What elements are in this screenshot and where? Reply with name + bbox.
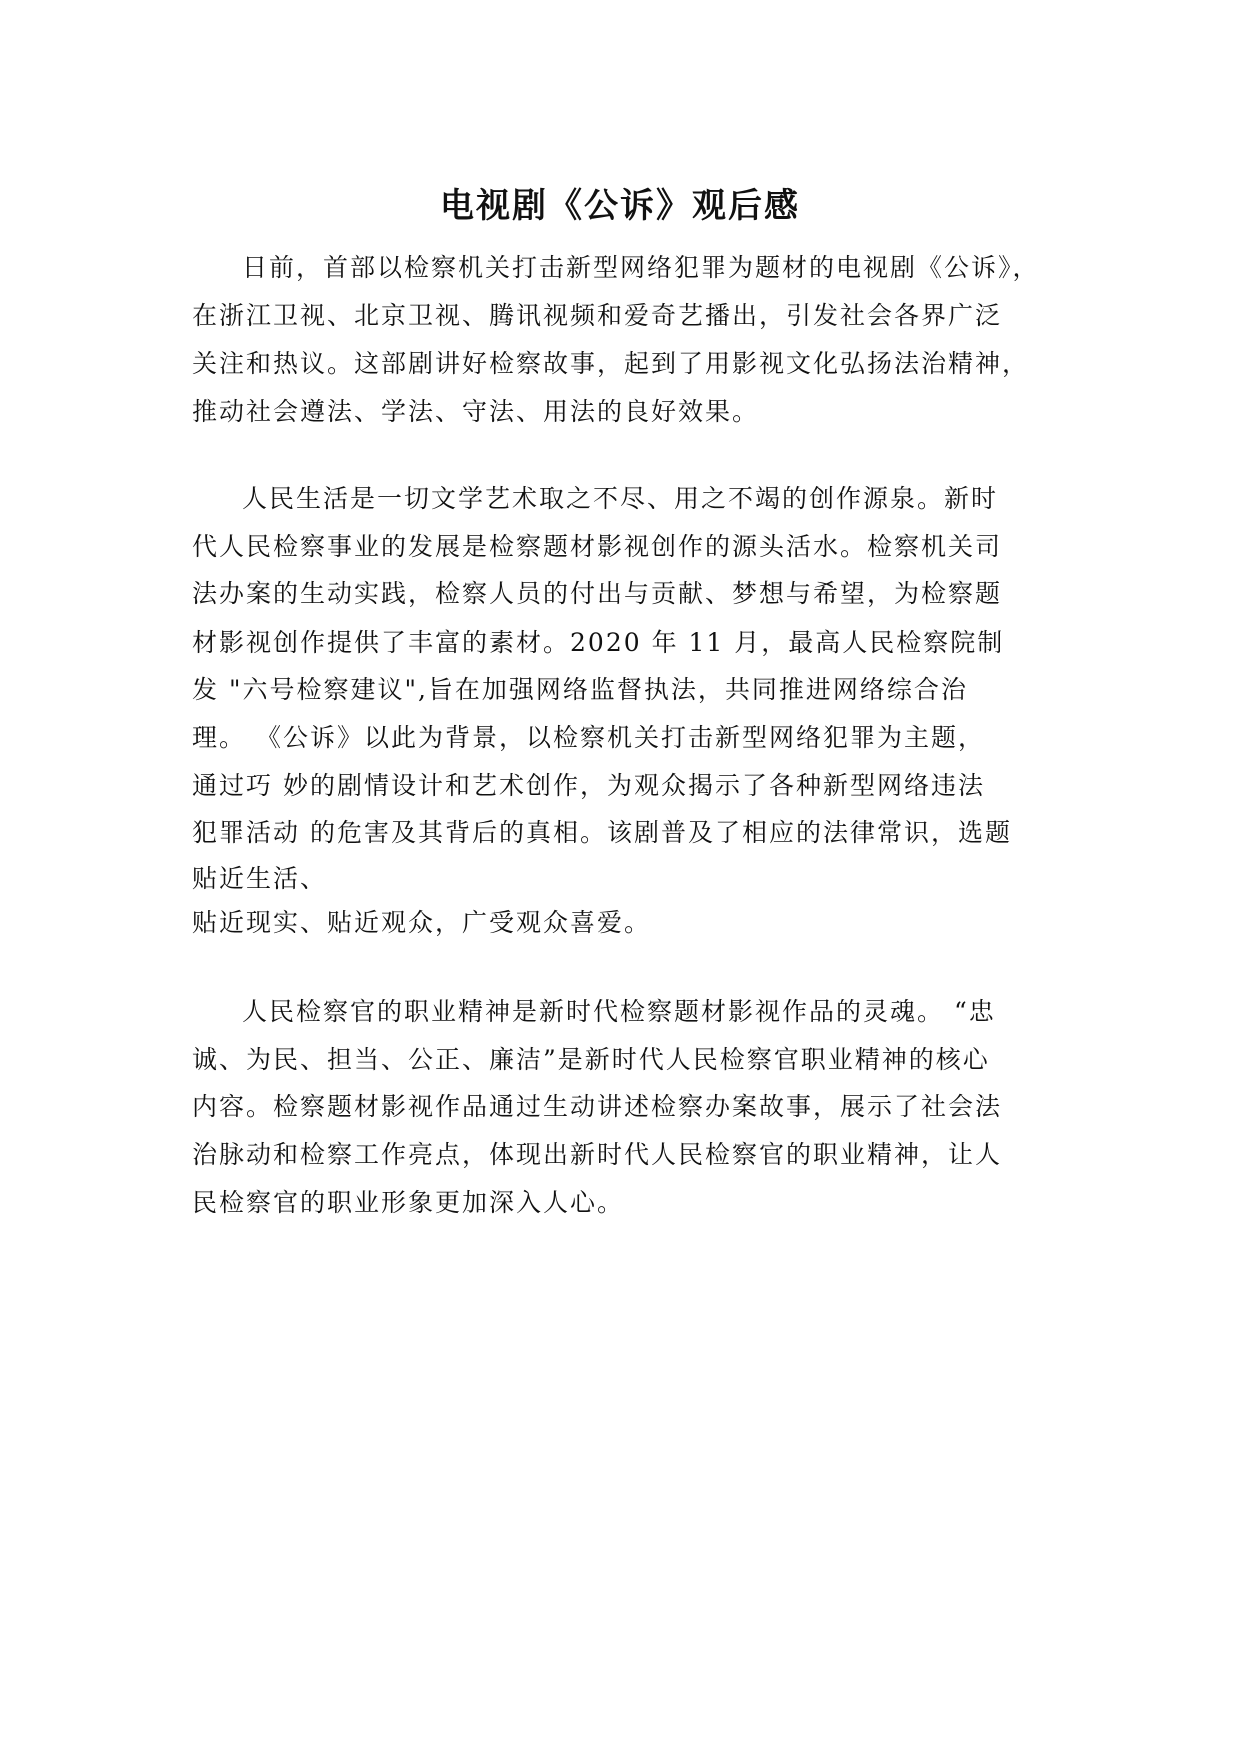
paragraph-3-line-3: 内容。检察题材影视作品通过生动讲述检察办案故事，展示了社会法	[192, 1092, 1003, 1121]
paragraph-3-line-4: 治脉动和检察工作亮点，体现出新时代人民检察官的职业精神，让人	[192, 1140, 1003, 1169]
paragraph-2-line-1: 人民生活是一切文学艺术取之不尽、用之不竭的创作源泉。新时	[242, 484, 999, 513]
paragraph-2-line-9: 贴近生活、	[192, 864, 328, 893]
paragraph-1-line-4: 推动社会遵法、学法、守法、用法的良好效果。	[192, 397, 760, 426]
paragraph-3-line-1: 人民检察官的职业精神是新时代检察题材影视作品的灵魂。 “忠	[242, 997, 996, 1026]
paragraph-1-line-2: 在浙江卫视、北京卫视、腾讯视频和爱奇艺播出，引发社会各界广泛	[192, 301, 1003, 330]
paragraph-3-line-5: 民检察官的职业形象更加深入人心。	[192, 1188, 625, 1217]
paragraph-2-line-6: 理。 《公诉》以此为背景，以检察机关打击新型网络犯罪为主题，	[192, 723, 985, 752]
page-title: 电视剧《公诉》观后感	[440, 186, 800, 226]
paragraph-2-line-3: 法办案的生动实践，检察人员的付出与贡献、梦想与希望，为检察题	[192, 579, 1003, 608]
paragraph-2-line-2: 代人民检察事业的发展是检察题材影视创作的源头活水。检察机关司	[192, 532, 1003, 561]
paragraph-2-line-7: 通过巧 妙的剧情设计和艺术创作，为观众揭示了各种新型网络违法	[192, 771, 985, 800]
paragraph-2-line-4: 材影视创作提供了丰富的素材。2020 年 11 月，最高人民检察院制	[192, 628, 1005, 657]
paragraph-1-line-3: 关注和热议。这部剧讲好检察故事，起到了用影视文化弘扬法治精神，	[192, 349, 1030, 378]
paragraph-1-line-1: 日前，首部以检察机关打击新型网络犯罪为题材的电视剧《公诉》，	[242, 253, 1040, 282]
paragraph-2-line-10: 贴近现实、贴近观众，广受观众喜爱。	[192, 908, 652, 937]
paragraph-2-line-8: 犯罪活动 的危害及其背后的真相。该剧普及了相应的法律常识，选题	[192, 818, 1012, 847]
paragraph-3-line-2: 诚、为民、担当、公正、廉洁”是新时代人民检察官职业精神的核心	[192, 1045, 990, 1074]
paragraph-2-line-5: 发 "六号检察建议",旨在加强网络监督执法，共同推进网络综合治	[192, 675, 968, 704]
